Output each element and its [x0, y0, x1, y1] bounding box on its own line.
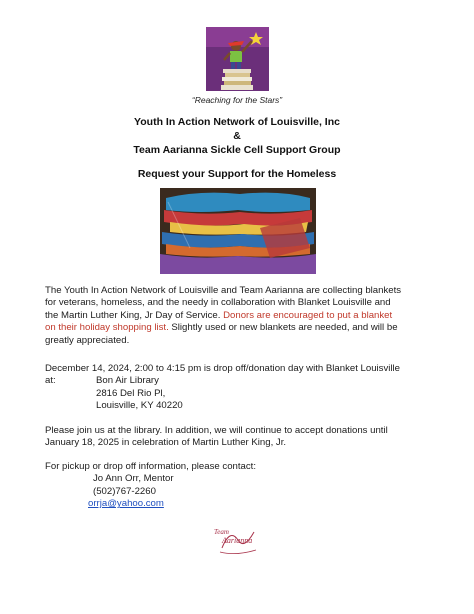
intro-line-1: The Youth In Action Network of Louisville and Team Aarianna are collecting blankets	[45, 285, 402, 296]
team-aarianna-logo	[214, 526, 260, 556]
blankets-illustration	[160, 188, 316, 274]
contact-block	[45, 461, 445, 511]
dropoff-street: 2816 Del Rio Pl,	[96, 387, 166, 399]
logo-illustration	[206, 27, 269, 91]
team-logo-main-text: Aarianna	[222, 536, 253, 545]
donor-appeal-highlight-cont: on their holiday shopping list.	[45, 322, 169, 334]
dropoff-venue: Bon Air Library	[96, 375, 159, 387]
join-line-2: January 18, 2025 in celebration of Martin Luther King, Jr.	[45, 437, 287, 449]
contact-intro: For pickup or drop off information, please contact:	[45, 461, 256, 472]
dropoff-at-label: at:	[45, 375, 56, 387]
dropoff-line-2	[45, 375, 445, 387]
ampersand: &	[233, 130, 241, 142]
team-logo-top-text: Team	[214, 528, 229, 536]
tagline: “Reaching for the Stars”	[191, 95, 283, 105]
intro-line-5: greatly appreciated.	[45, 334, 130, 346]
contact-phone: (502)767-2260	[93, 485, 156, 497]
intro-line-2: for veterans, homeless, and the needy in collaboration with Blanket Louisville and	[45, 297, 391, 309]
contact-email-link[interactable]: orrja@yahoo.com	[88, 498, 164, 510]
org-name-youth-in-action: Youth In Action Network of Louisville, Inc	[134, 116, 340, 128]
intro-line-4-text: Slightly used or new blankets are needed, and will be	[168, 322, 398, 334]
intro-line-3	[45, 310, 445, 322]
intro-line-4	[45, 322, 445, 334]
blankets-photo	[160, 188, 316, 274]
dropoff-line-1: December 14, 2024, 2:00 to 4:15 pm is drop off/donation day with Blanket Louisville	[45, 363, 401, 374]
org-name-team-aarianna: Team Aarianna Sickle Cell Support Group	[133, 144, 341, 156]
contact-name: Jo Ann Orr, Mentor	[93, 473, 174, 485]
dropoff-city: Louisville, KY 40220	[96, 400, 183, 412]
intro-paragraph	[45, 285, 445, 347]
join-line-1: Please join us at the library. In addition, we will continue to accept donations until	[45, 425, 388, 436]
team-logo-swirl	[216, 526, 260, 556]
youth-in-action-logo	[206, 27, 269, 91]
donor-appeal-highlight: Donors are encouraged to put a blanket	[223, 309, 393, 321]
join-paragraph	[45, 425, 445, 450]
intro-line-3-text: the Martin Luther King, Jr Day of Service.	[45, 309, 224, 321]
dropoff-paragraph	[45, 363, 445, 413]
headline: Request your Support for the Homeless	[137, 168, 337, 180]
